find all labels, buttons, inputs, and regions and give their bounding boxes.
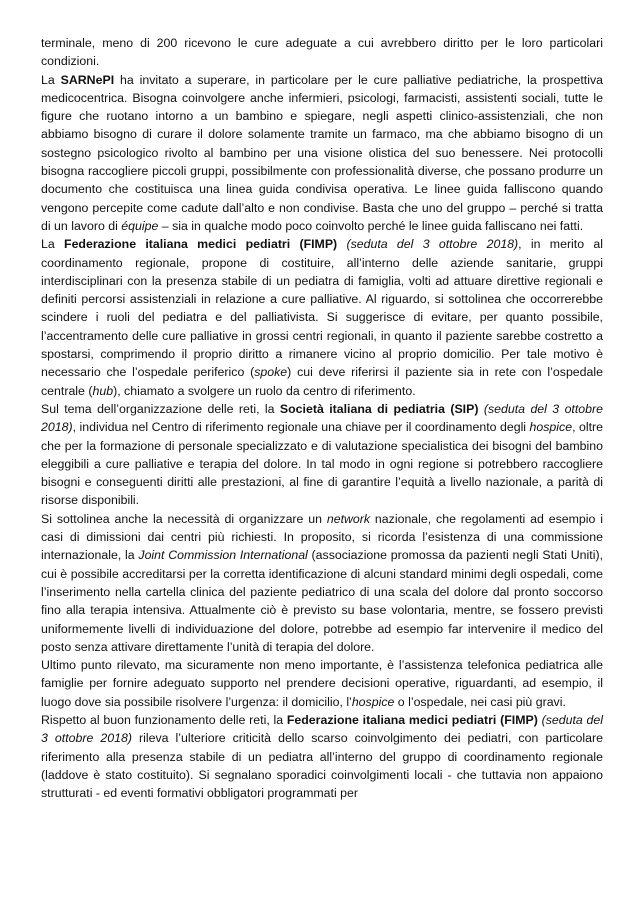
bold-text-run: SARNePI [60,72,115,87]
paragraph [41,71,603,236]
italic-text-run: hub [92,383,114,398]
text-run: nazionale, che regolamenti ad esempio i casi di dimissioni dai centri più richiesti. In proposito, si ricorda l’esistenza di una commissione internazionale, la [41,511,603,563]
text-run: Rispetto al buon funzionamento delle reti, la [41,712,287,727]
paragraph [41,34,603,71]
text-run: Si sottolinea anche la necessità di organizzare un [41,511,327,526]
text-run: ), chiamato a svolgere un ruolo da centro di riferimento. [113,383,416,398]
text-run: terminale, meno di 200 ricevono le cure adeguate a cui avrebbero diritto per le loro particolari condizioni. [41,36,603,69]
text-run: La [41,237,65,252]
bold-text-run: Società italiana di pediatria (SIP) [279,401,479,416]
text-run: (associazione promossa da pazienti negli Stati Uniti), cui è possibile accreditarsi per la corretta identificazione di alcuni standard minimi degli ospedali, come l’inserimento nella cartella clinica del paziente pediatrico di una scala del dolore dal pronto soccorso fino alla terapia intensiva. Attualmente ciò è previsto su base volontaria, mentre, se fossero previsti uniformemente livelli di individuazione del dolore, potrebbe ad esempio far intervenire il medico del posto senza attivare direttamente l’unità di terapia del dolore. [41,548,603,654]
italic-text-run: spoke [254,365,288,380]
bold-text-run: Federazione italiana medici pediatri (FIMP) [64,237,338,252]
text-run: o l’ospedale, nei casi più gravi. [394,694,566,709]
text-run: ) cui deve riferirsi il paziente sia in rete con l’ospedale centrale ( [41,365,604,398]
text-run: , oltre che per la formazione di personale specializzato e di valutazione specialistica dei bisogni del bambino eleggibili a cure palliative e terapia del dolore. In tal modo in ogni regione si potrebbero raccogliere bisogni e conseguenti diritti alle prestazioni, al fine di garantire l’equità a livello nazionale, a parità di risorse disponibili. [41,420,603,508]
italic-text-run: (seduta del 3 ottobre 2018) [41,401,603,435]
paragraph [41,711,603,802]
italic-text-run: Joint Commission International [138,548,308,563]
italic-text-run: équipe [121,218,159,233]
text-run: Sul tema dell’organizzazione delle reti, la [41,401,280,416]
document-body-text [41,34,603,802]
italic-text-run: hospice [529,420,573,435]
text-run: ha invitato a superare, in particolare per le cure palliative pediatriche, la prospettiva medicocentrica. Bisogna coinvolgere anche infermieri, psicologi, farmacisti, assistenti sociali, tutte le figure che ruotano intorno a un bambino e spiegare, negli aspetti clinico-assistenziali, che non abbiamo bisogno di curare il dolore solamente tramite un farmaco, ma che abbiamo bisogno di un sostegno psicologico rivolto al bambino per una visione olistica del suo benessere. Nei protocolli bisogna raccogliere piccoli gruppi, possibilmente con professionalità diverse, che possano produrre un documento che costituisca una linea guida condivisa operativa. Le linee guida falliscono quando vengono percepite come cadute dall’alto e non condivise. Basta che uno del gruppo – perché si tratta di un lavoro di [41,72,603,233]
paragraph [41,235,603,400]
paragraph [41,510,603,656]
text-run: , in merito al coordinamento regionale, propone di costituire, all’interno delle aziende sanitarie, gruppi interdisciplinari con la presenza stabile di un pediatra di famiglia, volti ad attuare direttive regionali e definiti percorsi assistenziali in relazione a cure palliative. Al riguardo, si sottolinea che occorrerebbe scindere i ruoli del pediatra e del palliativista. Si suggerisce di evitare, per quanto possibile, l’accentramento delle cure palliative in grossi centri regionali, in quanto il paziente sarebbe costretto a spostarsi, comprimendo il proprio diritto a rimanere vicino al proprio domicilio. Per tale motivo è necessario che l’ospedale periferico ( [41,237,603,380]
italic-text-run: (seduta del 3 ottobre 2018) [346,237,519,252]
paragraph [41,656,603,711]
text-run: , individua nel Centro di riferimento regionale una chiave per il coordinamento degli [72,420,530,435]
paragraph [41,400,603,510]
text-run: Ultimo punto rilevato, ma sicuramente non meno importante, è l’assistenza telefonica pediatrica alle famiglie per fornire adeguato supporto nel prendere decisioni operative, riguardanti, ad esempio, il luogo dove sia possibile risolvere l’urgenza: il domicilio, l’ [41,658,603,709]
text-run: La [41,72,61,87]
text-run: – sia in qualche modo poco coinvolto perché le linee guida falliscano nei fatti. [158,218,584,233]
italic-text-run: network [326,511,371,526]
italic-text-run: (seduta del 3 ottobre 2018) [41,712,603,746]
bold-text-run: Federazione italiana medici pediatri (FIMP) [286,712,538,727]
text-run: rileva l’ulteriore criticità dello scarso coinvolgimento dei pediatri, con particolare riferimento alla presenza stabile di un pediatra all’interno del gruppo di coordinamento regionale (laddove è stato costituito). Si segnalano sporadici coinvolgimenti locali - che tuttavia non appaiono strutturati - ed eventi formativi obbligatori programmati per [41,731,603,801]
italic-text-run: hospice [351,694,395,709]
